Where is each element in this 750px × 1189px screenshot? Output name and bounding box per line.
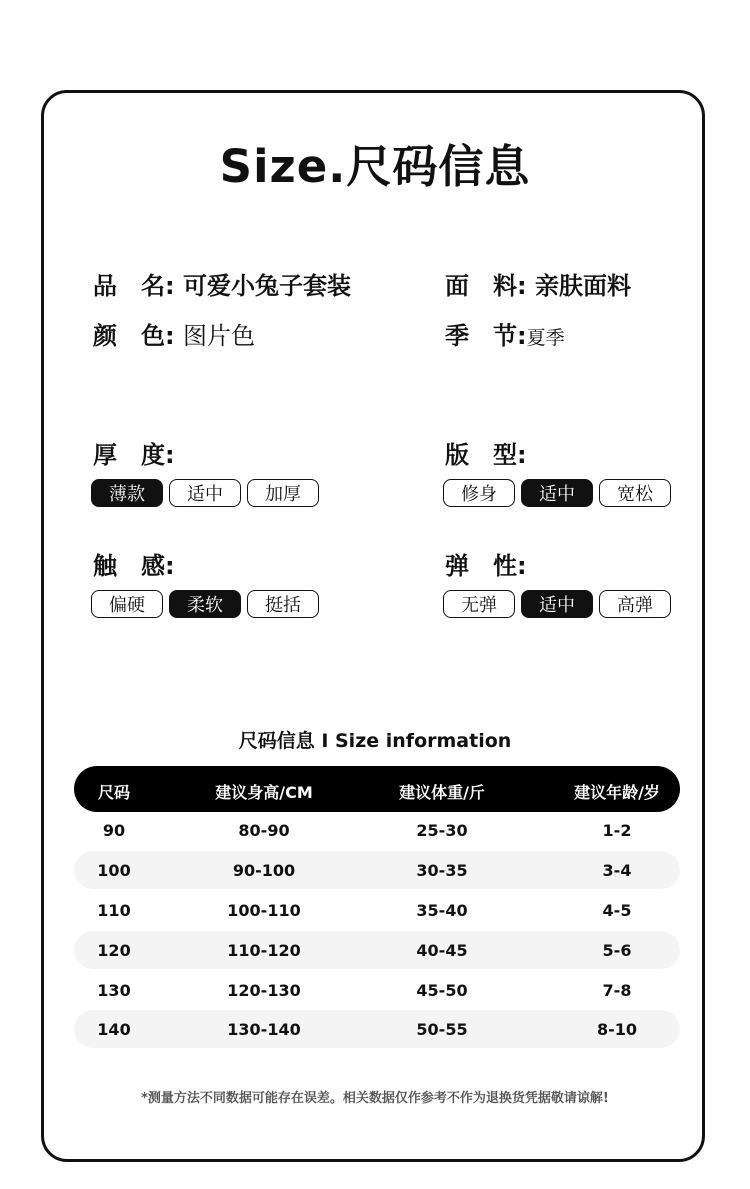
fabric-value: 亲肤面料 [534, 272, 631, 300]
thickness-option: 适中 [169, 479, 241, 507]
elasticity-option: 高弹 [599, 590, 671, 618]
header-height: 建议身高/CM [215, 783, 313, 802]
elasticity-option: 适中 [521, 590, 593, 618]
size-table-title: 尺码信息 I Size information [238, 730, 512, 752]
touch-option: 柔软 [169, 590, 241, 618]
color-label: 颜 色: [93, 322, 175, 350]
cell-age: 5-6 [602, 941, 632, 960]
table-row [74, 1010, 680, 1048]
cell-height: 90-100 [232, 861, 296, 880]
table-row [74, 851, 680, 889]
header-age: 建议年龄/岁 [574, 783, 660, 802]
cell-weight: 30-35 [416, 861, 468, 880]
size-table-header [74, 766, 680, 812]
cell-weight: 45-50 [416, 981, 468, 1000]
fit-options [443, 479, 671, 507]
cell-height: 110-120 [227, 941, 301, 960]
cell-size: 130 [97, 981, 131, 1000]
fabric-row [445, 266, 631, 301]
page-title: Size.尺码信息 [219, 140, 531, 193]
cell-age: 8-10 [596, 1020, 638, 1039]
product-name-label: 品 名: [93, 272, 175, 300]
cell-height: 120-130 [227, 981, 301, 1000]
cell-height: 130-140 [227, 1020, 301, 1039]
cell-size: 110 [97, 901, 131, 920]
touch-label: 触 感: [93, 552, 175, 580]
fit-option: 适中 [521, 479, 593, 507]
cell-weight: 25-30 [416, 821, 468, 840]
thickness-option: 薄款 [91, 479, 163, 507]
table-row [74, 891, 680, 929]
table-row [74, 971, 680, 1009]
elasticity-option: 无弹 [443, 590, 515, 618]
cell-height: 100-110 [227, 901, 301, 920]
header-size: 尺码 [97, 783, 131, 802]
fit-option: 修身 [443, 479, 515, 507]
cell-size: 90 [102, 821, 126, 840]
thickness-option: 加厚 [247, 479, 319, 507]
touch-option: 挺括 [247, 590, 319, 618]
table-row [74, 811, 680, 849]
cell-height: 80-90 [238, 821, 290, 840]
cell-age: 1-2 [602, 821, 632, 840]
color-row [93, 316, 255, 351]
season-value: 夏季 [526, 327, 565, 349]
product-name-row [93, 266, 351, 301]
thickness-options [91, 479, 319, 507]
cell-weight: 40-45 [416, 941, 468, 960]
season-row [445, 316, 565, 351]
cell-size: 140 [97, 1020, 131, 1039]
color-value: 图片色 [182, 322, 255, 350]
product-name-value: 可爱小兔子套装 [182, 272, 351, 300]
cell-weight: 50-55 [416, 1020, 468, 1039]
cell-weight: 35-40 [416, 901, 468, 920]
disclaimer-note: *测量方法不同数据可能存在误差。相关数据仅作参考不作为退换货凭据敬请谅解! [141, 1091, 609, 1106]
fit-option: 宽松 [599, 479, 671, 507]
header-weight: 建议体重/斤 [399, 783, 485, 802]
fabric-label: 面 料: [445, 272, 527, 300]
elasticity-label: 弹 性: [445, 552, 527, 580]
touch-option: 偏硬 [91, 590, 163, 618]
cell-age: 3-4 [602, 861, 632, 880]
fit-label: 版 型: [445, 441, 527, 469]
thickness-label: 厚 度: [93, 441, 175, 469]
cell-age: 7-8 [602, 981, 632, 1000]
season-label: 季 节: [445, 322, 527, 350]
cell-size: 100 [97, 861, 131, 880]
cell-age: 4-5 [602, 901, 632, 920]
table-row [74, 931, 680, 969]
touch-options [91, 590, 319, 618]
cell-size: 120 [97, 941, 131, 960]
elasticity-options [443, 590, 671, 618]
